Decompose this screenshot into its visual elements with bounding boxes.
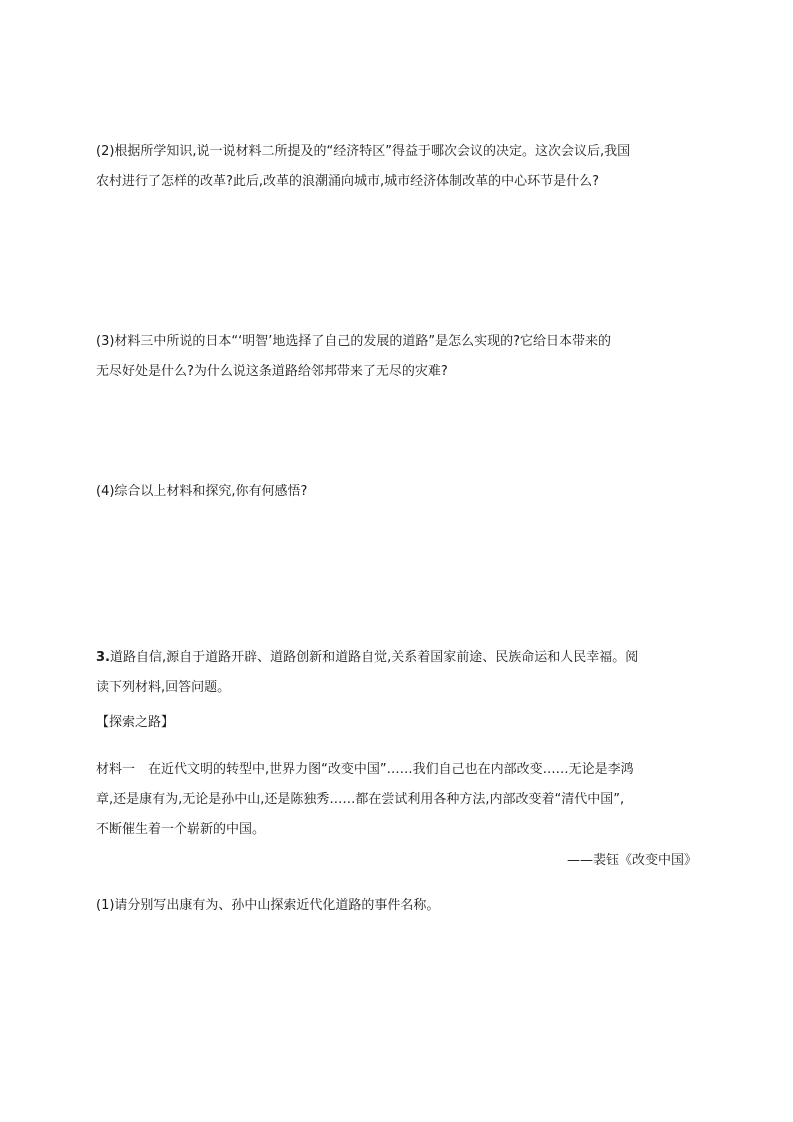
question-3-line-1: 道路自信,源自于道路开辟、道路创新和道路自觉,关系着国家前途、民族命运和人民幸福。阅 (109, 650, 639, 665)
question-3-line-2: 读下列材料,回答问题。 (96, 680, 231, 695)
material-1-line-1: 材料一 在近代文明的转型中,世界力图“改变中国”……我们自己也在内部改变……无论是李鸿 (96, 762, 634, 777)
question-3-intro (96, 643, 700, 703)
question-2-2-line-1: (2)根据所学知识,说一说材料二所提及的“经济特区”得益于哪次会议的决定。这次会议后,我国 (96, 144, 631, 159)
material-1-source: ——裴钰《改变中国》 (566, 853, 697, 868)
question-2-3 (96, 327, 700, 387)
question-2-2 (96, 137, 700, 197)
question-2-3-line-2: 无尽好处是什么?为什么说这条道路给邻邦带来了无尽的灾难? (96, 364, 448, 379)
question-3-1-line-1: (1)请分别写出康有为、孙中山探索近代化道路的事件名称。 (96, 898, 440, 913)
question-2-2-line-2: 农村进行了怎样的改革?此后,改革的浪潮涌向城市,城市经济体制改革的中心环节是什么? (96, 174, 600, 189)
material-1-line-2: 章,还是康有为,无论是孙中山,还是陈独秀……都在尝试利用各种方法,内部改变着“清代中国”, (96, 792, 625, 807)
material-1 (96, 755, 700, 845)
question-3-1 (96, 891, 700, 921)
material-1-line-3: 不断催生着一个崭新的中国。 (96, 822, 266, 837)
question-2-4 (96, 477, 700, 507)
question-2-4-line-1: (4)综合以上材料和探究,你有何感悟? (96, 484, 308, 499)
question-3-number: 3. (96, 650, 110, 665)
section-heading: 【探索之路】 (96, 715, 175, 730)
question-2-3-line-1: (3)材料三中所说的日本“‘明智’地选择了自己的发展的道路”是怎么实现的?它给日本带来的 (96, 334, 612, 349)
